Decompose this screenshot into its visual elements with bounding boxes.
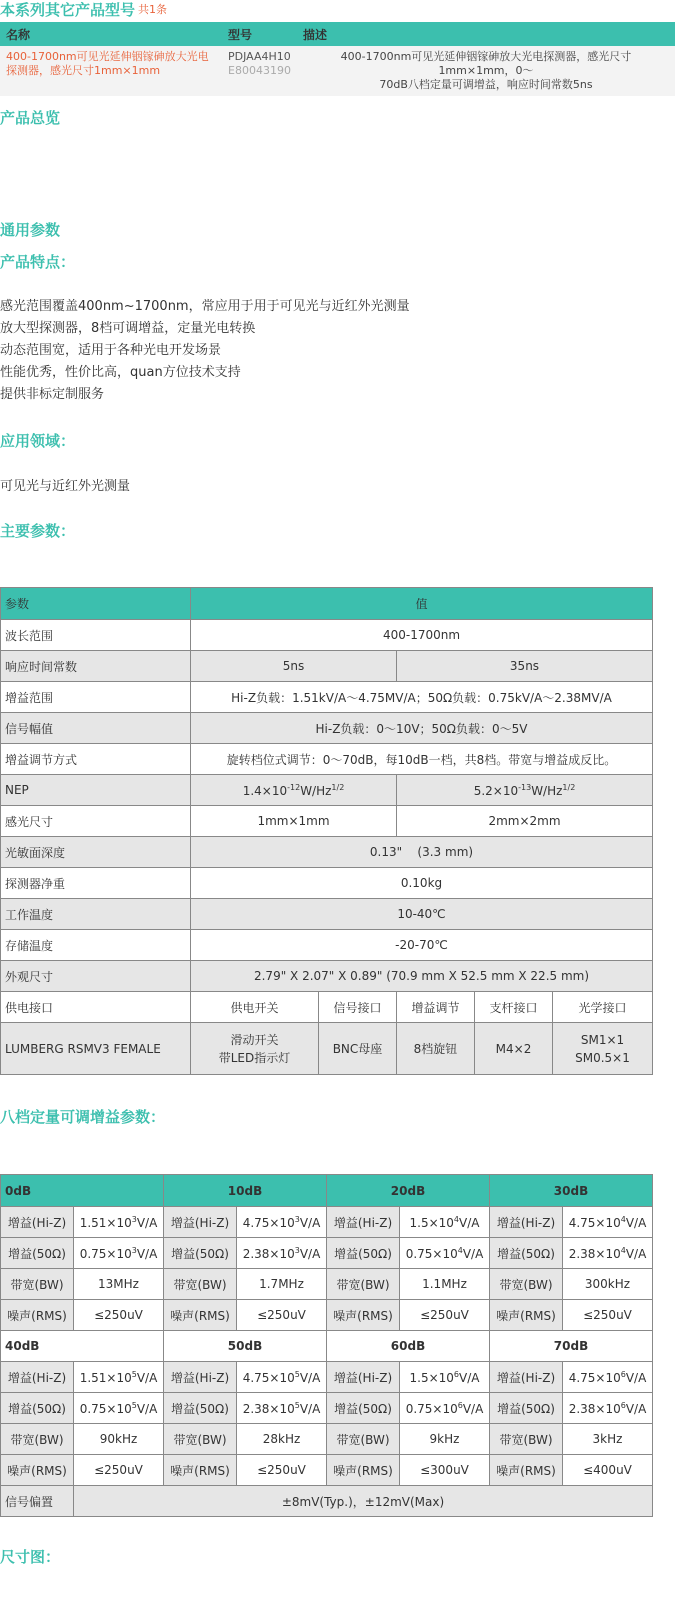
iface-value: LUMBERG RSMV3 FEMALE [1, 1023, 191, 1075]
param-label: 供电接口 [1, 992, 191, 1023]
iface-header: 供电开关 [191, 992, 319, 1023]
gain-level-header: 70dB [490, 1331, 653, 1362]
gain-exponent: 5 [131, 1369, 137, 1379]
gain-header-row [1, 1331, 653, 1362]
gain-row-label: 增益(50Ω) [327, 1238, 400, 1269]
gain-unit: V/A [459, 1370, 480, 1385]
nep-mantissa: 1.4×10 [242, 783, 288, 798]
table-row [1, 1023, 653, 1075]
gain-value [237, 1362, 327, 1393]
gain-value [74, 1207, 164, 1238]
gain-unit: V/A [459, 1215, 480, 1230]
nep-unit-exponent: 1/2 [331, 782, 345, 792]
param-value: 旋转档位式调节：0～70dB，每10dB一档，共8档。带宽与增益成反比。 [191, 744, 653, 775]
gain-offset-value: ±8mV(Typ.)，±12mV(Max) [74, 1486, 653, 1517]
feature-item: 提供非标定制服务 [0, 387, 105, 402]
gain-exponent: 6 [620, 1369, 626, 1379]
iface-value: 8档旋钮 [397, 1023, 475, 1075]
feature-item: 放大型探测器，8档可调增益，定量光电转换 [0, 321, 256, 336]
gain-value: 28kHz [237, 1424, 327, 1455]
gain-mantissa: 1.5×10 [409, 1215, 454, 1230]
gain-unit: V/A [625, 1370, 647, 1385]
iface-header: 光学接口 [553, 992, 653, 1023]
gain-row-label: 噪声(RMS) [490, 1455, 563, 1486]
param-label: 光敏面深度 [1, 837, 191, 868]
gain-mantissa: 4.75×10 [242, 1215, 295, 1230]
gain-row-label: 带宽(BW) [490, 1269, 563, 1300]
series-title-text: 本系列其它产品型号 [0, 1, 136, 19]
gain-value [74, 1238, 164, 1269]
gain-value [74, 1393, 164, 1424]
gain-mantissa: 2.38×10 [242, 1246, 295, 1261]
gain-row-label: 增益(Hi-Z) [1, 1362, 74, 1393]
param-label: 感光尺寸 [1, 806, 191, 837]
section-dimensions: 尺寸图： [0, 1548, 61, 1566]
gain-row-label: 增益(Hi-Z) [1, 1207, 74, 1238]
gain-row-label: 增益(Hi-Z) [164, 1207, 237, 1238]
gain-unit: V/A [136, 1401, 158, 1416]
series-desc-line2: 70dB八档定量可调增益，响应时间常数5ns [379, 78, 593, 91]
nep-unit: W/Hz [531, 783, 563, 798]
gain-exponent: 4 [453, 1214, 460, 1224]
gain-exponent: 5 [294, 1400, 300, 1410]
gain-row-label: 带宽(BW) [327, 1424, 400, 1455]
table-row [1, 1362, 653, 1393]
gain-row-label: 噪声(RMS) [327, 1300, 400, 1331]
series-model-code: E80043190 [228, 64, 291, 77]
section-gain-params: 八档定量可调增益参数： [0, 1108, 166, 1126]
params-header-value: 值 [191, 588, 653, 620]
gain-unit: V/A [625, 1401, 647, 1416]
gain-unit: V/A [136, 1215, 158, 1230]
param-value: 35ns [397, 651, 653, 682]
series-col-desc: 描述 [297, 22, 675, 46]
gain-row-label: 带宽(BW) [1, 1424, 74, 1455]
param-value [397, 775, 653, 806]
gain-unit: V/A [299, 1370, 321, 1385]
gain-row-label: 噪声(RMS) [1, 1455, 74, 1486]
table-row [1, 1207, 653, 1238]
gain-row-label: 带宽(BW) [490, 1424, 563, 1455]
table-row [1, 682, 653, 713]
iface-value [553, 1023, 653, 1075]
param-value: 2mm×2mm [397, 806, 653, 837]
gain-row-label: 噪声(RMS) [490, 1300, 563, 1331]
gain-mantissa: 0.75×10 [79, 1401, 132, 1416]
param-value: 400-1700nm [191, 620, 653, 651]
gain-mantissa: 2.38×10 [568, 1401, 621, 1416]
param-value: 2.79" X 2.07" X 0.89" (70.9 mm X 52.5 mm X 22.5 mm) [191, 961, 653, 992]
gain-level-header: 30dB [490, 1175, 653, 1207]
feature-item: 性能优秀，性价比高，quan方位技术支持 [0, 365, 241, 380]
gain-row-label: 增益(50Ω) [1, 1238, 74, 1269]
table-row [1, 744, 653, 775]
nep-mantissa: 5.2×10 [473, 783, 519, 798]
gain-row-label: 噪声(RMS) [327, 1455, 400, 1486]
section-applications: 应用领域： [0, 432, 76, 450]
gain-exponent: 3 [131, 1245, 137, 1255]
param-value: 0.10kg [191, 868, 653, 899]
gain-value [563, 1207, 653, 1238]
param-value: 5ns [191, 651, 397, 682]
param-label: 工作温度 [1, 899, 191, 930]
iface-value: M4×2 [475, 1023, 553, 1075]
gain-unit: V/A [136, 1246, 158, 1261]
gain-value: ≤250uV [563, 1300, 653, 1331]
gain-mantissa: 1.51×10 [79, 1370, 132, 1385]
nep-unit: W/Hz [300, 783, 332, 798]
series-header-row [0, 22, 675, 46]
gain-exponent: 6 [453, 1369, 460, 1379]
param-label: 增益范围 [1, 682, 191, 713]
table-row [1, 837, 653, 868]
gain-value [563, 1393, 653, 1424]
series-product-link[interactable]: 400-1700nm可见光延伸铟镓砷放大光电探测器，感光尺寸1mm×1mm [0, 46, 222, 96]
gain-mantissa: 1.51×10 [79, 1215, 132, 1230]
gain-row-label: 增益(50Ω) [1, 1393, 74, 1424]
gain-value: 1.7MHz [237, 1269, 327, 1300]
gain-level-header: 10dB [164, 1175, 327, 1207]
section-general: 通用参数 [0, 221, 61, 239]
series-desc-line1: 400-1700nm可见光延伸铟镓砷放大光电探测器，感光尺寸1mm×1mm，0～ [340, 50, 632, 77]
gain-value [400, 1362, 490, 1393]
series-count: 共1条 [138, 3, 168, 16]
features-list [0, 296, 410, 406]
param-value: 10-40℃ [191, 899, 653, 930]
param-value [191, 775, 397, 806]
gain-value [400, 1238, 490, 1269]
gain-row-label: 噪声(RMS) [164, 1455, 237, 1486]
table-row [1, 1300, 653, 1331]
gain-unit: V/A [625, 1215, 647, 1230]
table-row [1, 961, 653, 992]
params-header-row [1, 588, 653, 620]
gain-exponent: 4 [620, 1214, 626, 1224]
series-desc-cell [297, 46, 675, 96]
main-params-table [0, 587, 653, 1075]
section-overview: 产品总览 [0, 109, 61, 127]
param-value: Hi-Z负载：1.51kV/A～4.75MV/A；50Ω负载：0.75kV/A～2.38MV/A [191, 682, 653, 713]
section-main-params: 主要参数： [0, 522, 76, 540]
iface-value-line: 滑动开关 [230, 1032, 279, 1047]
gain-row-label: 增益(50Ω) [490, 1238, 563, 1269]
gain-value [400, 1393, 490, 1424]
gain-row-label: 增益(Hi-Z) [490, 1207, 563, 1238]
table-row [1, 713, 653, 744]
gain-value: ≤250uV [74, 1300, 164, 1331]
gain-mantissa: 4.75×10 [568, 1215, 621, 1230]
param-label: 响应时间常数 [1, 651, 191, 682]
table-row [1, 1486, 653, 1517]
gain-mantissa: 4.75×10 [242, 1370, 295, 1385]
table-row [1, 775, 653, 806]
gain-row-label: 增益(Hi-Z) [164, 1362, 237, 1393]
gain-unit: V/A [299, 1246, 321, 1261]
gain-value: 1.1MHz [400, 1269, 490, 1300]
gain-exponent: 5 [131, 1400, 137, 1410]
gain-value [563, 1362, 653, 1393]
gain-table [0, 1174, 653, 1517]
param-label: 信号幅值 [1, 713, 191, 744]
gain-level-header: 40dB [1, 1331, 164, 1362]
iface-value-line: 带LED指示灯 [218, 1050, 291, 1065]
gain-unit: V/A [625, 1246, 647, 1261]
gain-unit: V/A [462, 1246, 484, 1261]
nep-unit-exponent: 1/2 [562, 782, 576, 792]
gain-row-label: 增益(50Ω) [490, 1393, 563, 1424]
gain-value [237, 1207, 327, 1238]
table-row [1, 1269, 653, 1300]
gain-mantissa: 2.38×10 [568, 1246, 621, 1261]
gain-mantissa: 0.75×10 [405, 1246, 458, 1261]
series-col-name: 名称 [0, 22, 222, 46]
gain-unit: V/A [299, 1401, 321, 1416]
gain-exponent: 3 [294, 1214, 300, 1224]
param-label: 存储温度 [1, 930, 191, 961]
gain-mantissa: 0.75×10 [405, 1401, 458, 1416]
table-row [1, 868, 653, 899]
param-label: 波长范围 [1, 620, 191, 651]
gain-mantissa: 1.5×10 [409, 1370, 454, 1385]
table-row [1, 1238, 653, 1269]
series-col-model: 型号 [222, 22, 297, 46]
gain-row-label: 带宽(BW) [327, 1269, 400, 1300]
gain-value [400, 1207, 490, 1238]
series-title [0, 0, 167, 20]
gain-value: ≤250uV [237, 1455, 327, 1486]
gain-value: ≤300uV [400, 1455, 490, 1486]
param-value: -20-70℃ [191, 930, 653, 961]
iface-value-line: SM0.5×1 [575, 1050, 630, 1065]
gain-row-label: 增益(Hi-Z) [327, 1362, 400, 1393]
gain-mantissa: 2.38×10 [242, 1401, 295, 1416]
gain-value [74, 1362, 164, 1393]
gain-exponent: 4 [457, 1245, 463, 1255]
gain-exponent: 4 [620, 1245, 626, 1255]
feature-item: 动态范围宽，适用于各种光电开发场景 [0, 343, 222, 358]
nep-exponent: -12 [287, 782, 301, 792]
gain-row-label: 增益(Hi-Z) [327, 1207, 400, 1238]
table-row [1, 899, 653, 930]
gain-exponent: 6 [620, 1400, 626, 1410]
iface-value: BNC母座 [319, 1023, 397, 1075]
gain-exponent: 3 [294, 1245, 300, 1255]
gain-row-label: 噪声(RMS) [164, 1300, 237, 1331]
iface-header: 增益调节 [397, 992, 475, 1023]
gain-level-header: 20dB [327, 1175, 490, 1207]
table-row [1, 651, 653, 682]
gain-value [237, 1238, 327, 1269]
nep-exponent: -13 [518, 782, 532, 792]
param-label: 增益调节方式 [1, 744, 191, 775]
series-row[interactable] [0, 46, 675, 96]
gain-value: 9kHz [400, 1424, 490, 1455]
table-row [1, 620, 653, 651]
table-row [1, 1455, 653, 1486]
params-header-param: 参数 [1, 588, 191, 620]
iface-header: 支杆接口 [475, 992, 553, 1023]
gain-value: 3kHz [563, 1424, 653, 1455]
gain-unit: V/A [299, 1215, 321, 1230]
gain-exponent: 5 [294, 1369, 300, 1379]
gain-exponent: 3 [131, 1214, 137, 1224]
gain-value [563, 1238, 653, 1269]
gain-row-label: 增益(50Ω) [164, 1393, 237, 1424]
iface-value-line: SM1×1 [580, 1032, 625, 1047]
gain-value: 13MHz [74, 1269, 164, 1300]
gain-value: ≤250uV [237, 1300, 327, 1331]
gain-row-label: 增益(50Ω) [327, 1393, 400, 1424]
gain-unit: V/A [136, 1370, 158, 1385]
gain-value: 300kHz [563, 1269, 653, 1300]
gain-level-header: 60dB [327, 1331, 490, 1362]
gain-mantissa: 4.75×10 [568, 1370, 621, 1385]
gain-exponent: 6 [457, 1400, 463, 1410]
gain-row-label: 带宽(BW) [1, 1269, 74, 1300]
table-row [1, 930, 653, 961]
gain-row-label: 带宽(BW) [164, 1424, 237, 1455]
param-value: 1mm×1mm [191, 806, 397, 837]
param-value: 0.13" (3.3 mm) [191, 837, 653, 868]
table-row [1, 806, 653, 837]
param-label: 探测器净重 [1, 868, 191, 899]
gain-value: ≤250uV [74, 1455, 164, 1486]
section-features: 产品特点： [0, 253, 76, 271]
gain-value [237, 1393, 327, 1424]
gain-row-label: 噪声(RMS) [1, 1300, 74, 1331]
gain-level-header: 0dB [1, 1175, 164, 1207]
gain-header-row [1, 1175, 653, 1207]
series-model: PDJAA4H10 [228, 50, 291, 63]
iface-value [191, 1023, 319, 1075]
gain-value: ≤400uV [563, 1455, 653, 1486]
table-row [1, 1393, 653, 1424]
feature-item: 感光范围覆盖400nm~1700nm，常应用于用于可见光与近红外光测量 [0, 299, 410, 314]
gain-row-label: 增益(Hi-Z) [490, 1362, 563, 1393]
gain-mantissa: 0.75×10 [79, 1246, 132, 1261]
gain-row-label: 带宽(BW) [164, 1269, 237, 1300]
param-label: 外观尺寸 [1, 961, 191, 992]
gain-offset-label: 信号偏置 [1, 1486, 74, 1517]
gain-value: 90kHz [74, 1424, 164, 1455]
table-row [1, 1424, 653, 1455]
series-model-cell [222, 46, 297, 96]
gain-row-label: 增益(50Ω) [164, 1238, 237, 1269]
gain-level-header: 50dB [164, 1331, 327, 1362]
gain-value: ≤250uV [400, 1300, 490, 1331]
series-table [0, 22, 675, 96]
application-text: 可见光与近红外光测量 [0, 479, 131, 494]
table-row [1, 992, 653, 1023]
param-value: Hi-Z负载：0～10V；50Ω负载：0～5V [191, 713, 653, 744]
param-label: NEP [1, 775, 191, 806]
iface-header: 信号接口 [319, 992, 397, 1023]
gain-unit: V/A [462, 1401, 484, 1416]
